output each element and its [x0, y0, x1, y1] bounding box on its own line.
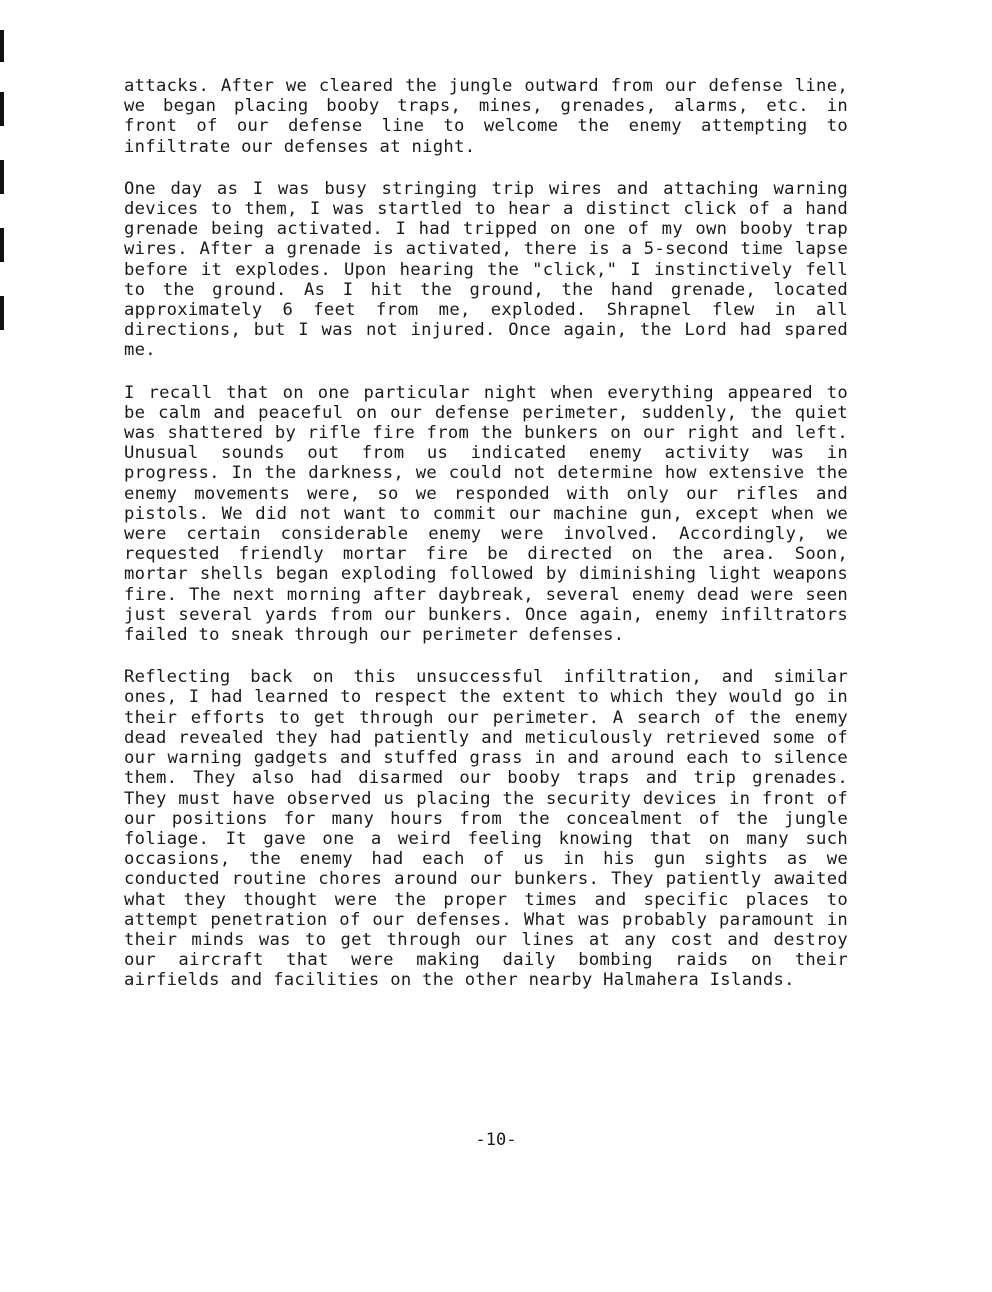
binding-mark: [0, 92, 4, 126]
paragraph-2: One day as I was busy stringing trip wires and attaching warning devices to them, I was startled to hear a distinct click of a hand grenade being activated. I had tripped on one of my own booby trap wires. After a grenade is activated, there is a 5-second time lapse before it explodes. Upon hearing the "click," I instinctively fell to the ground. As I hit the ground, the hand grenade, located approximately 6 feet from me, exploded. Shrapnel flew in all directions, but I was not injured. Once again, the Lord had spared me.: [124, 178, 848, 361]
binding-mark: [0, 228, 4, 262]
binding-mark: [0, 160, 4, 194]
binding-mark: [0, 30, 4, 62]
paragraph-4: Reflecting back on this unsuccessful infiltration, and similar ones, I had learned to respect the extent to which they would go in their efforts to get through our perimeter. A search of the enemy dead revealed they had patiently and meticulously retrieved some of our warning gadgets and stuffed grass in and around each to silence them. They also had disarmed our booby traps and trip grenades. They must have observed us placing the security devices in front of our positions for many hours from the concealment of the jungle foliage. It gave one a weird feeling knowing that on many such occasions, the enemy had each of us in his gun sights as we conducted routine chores around our bunkers. They patiently awaited what they thought were the proper times and specific places to attempt penetration of our defenses. What was probably paramount in their minds was to get through our lines at any cost and destroy our aircraft that were making daily bombing raids on their airfields and facilities on the other nearby Halmahera Islands.: [124, 667, 848, 991]
paragraph-1: attacks. After we cleared the jungle outward from our defense line, we began placing booby traps, mines, grenades, alarms, etc. in front of our defense line to welcome the enemy attempting to infiltrate our defenses at night.: [124, 76, 848, 157]
body-text: [124, 76, 848, 1013]
paragraph-3: I recall that on one particular night when everything appeared to be calm and peaceful on our defense perimeter, suddenly, the quiet was shattered by rifle fire from the bunkers on our right and left. Unusual sounds out from us indicated enemy activity was in progress. In the darkness, we could not determine how extensive the enemy movements were, so we responded with only our rifles and pistols. We did not want to commit our machine gun, except when we were certain considerable enemy were involved. Accordingly, we requested friendly mortar fire be directed on the area. Soon, mortar shells began exploding followed by diminishing light weapons fire. The next morning after daybreak, several enemy dead were seen just several yards from our bunkers. Once again, enemy infiltrators failed to sneak through our perimeter defenses.: [124, 382, 848, 646]
page-number: -10-: [475, 1130, 517, 1150]
binding-mark: [0, 296, 4, 330]
